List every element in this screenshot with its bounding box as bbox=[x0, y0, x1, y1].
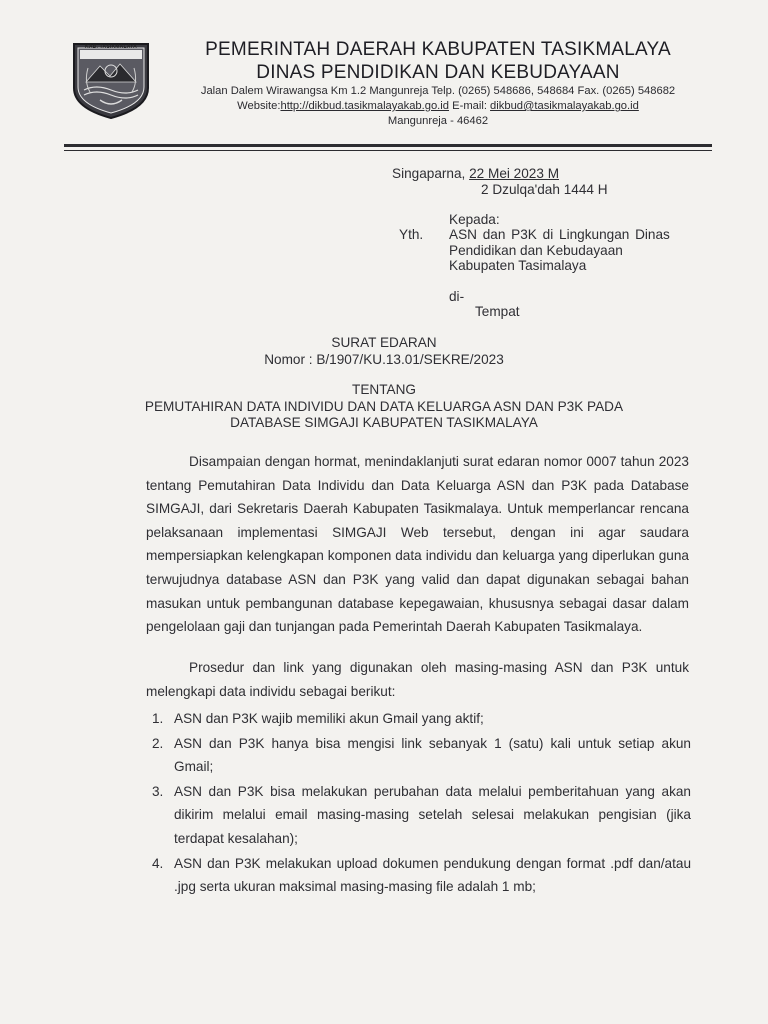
subject-line1: PEMUTAHIRAN DATA INDIVIDU DAN DATA KELUARGA ASN DAN P3K PADA bbox=[144, 399, 624, 414]
recipient-di: di- bbox=[449, 289, 465, 304]
recipient-tempat: Tempat bbox=[475, 304, 520, 319]
body-paragraph-1: Disampaian dengan hormat, menindaklanjuti surat edaran nomor 0007 tahun 2023 tentang Pemutahiran Data Individu dan Data Keluarga ASN dan P3K pada Database SIMGAJI, dari Sekretaris Daerah Kabupaten Tasikmalaya. Untuk memperlancar rencana pelaksanaan implementasi SIMGAJI Web tersebut, dengan ini agar saudara mempersiapkan kelengkapan komponen data individu dan keluarga yang diperlukan guna terwujudnya database ASN dan P3K yang valid dan dapat digunakan sebagai bahan masukan untuk pembangunan database kepegawaian, khususnya sebagai dasar dalam pengelolaan gaji dan tunjangan pada Pemerintah Daerah Kabupaten Tasikmalaya. bbox=[146, 454, 689, 635]
list-item bbox=[146, 780, 691, 851]
list-number: 2. bbox=[152, 735, 164, 751]
email-label: E-mail: bbox=[452, 100, 487, 112]
government-name: PEMERINTAH DAERAH KABUPATEN TASIKMALAYA bbox=[205, 39, 671, 60]
letter-date bbox=[392, 166, 559, 182]
website-link[interactable]: http://dikbud.tasikmalayakab.go.id bbox=[280, 100, 450, 112]
recipient-line3: Kabupaten Tasimalaya bbox=[449, 258, 587, 273]
list-number: 1. bbox=[152, 711, 164, 726]
emblem-label: KAB. TASIKMALAYA bbox=[85, 44, 137, 50]
procedure-list bbox=[146, 707, 691, 900]
regency-emblem-icon bbox=[66, 38, 156, 120]
list-text: ASN dan P3K melakukan upload dokumen pendukung dengan format .pdf dan/atau .jpg serta ukuran maksimal masing-masing file adalah 1 mb; bbox=[174, 855, 691, 895]
body-paragraph-2: Prosedur dan link yang digunakan oleh masing-masing ASN dan P3K untuk melengkapi data individu sebagai berikut: bbox=[146, 660, 689, 699]
subject-line2: DATABASE SIMGAJI KABUPATEN TASIKMALAYA bbox=[230, 415, 538, 430]
list-item bbox=[146, 852, 691, 899]
letter-number: Nomor : B/1907/KU.13.01/SEKRE/2023 bbox=[264, 352, 504, 367]
letterhead-divider-thin bbox=[64, 150, 712, 151]
subject-label: TENTANG bbox=[352, 382, 416, 397]
recipient-line2: Pendidikan dan Kebudayaan bbox=[449, 243, 623, 258]
office-name: DINAS PENDIDIKAN DAN KEBUDAYAAN bbox=[256, 62, 620, 83]
website-label: Website: bbox=[237, 100, 281, 112]
contact-line bbox=[160, 99, 716, 114]
recipient-yth: Yth. bbox=[399, 227, 424, 242]
letter-heading: SURAT EDARAN bbox=[331, 335, 437, 350]
list-item bbox=[146, 707, 691, 731]
email-link[interactable]: dikbud@tasikmalayakab.go.id bbox=[490, 100, 639, 112]
recipient-kepada: Kepada: bbox=[449, 212, 500, 227]
list-number: 4. bbox=[152, 855, 164, 871]
letterhead bbox=[160, 38, 716, 129]
list-text: ASN dan P3K bisa melakukan perubahan data melalui pemberitahuan yang akan dikirim melalui email masing-masing setelah selesai melakukan pengisian (jika terdapat kesalahan); bbox=[174, 783, 691, 846]
list-text: ASN dan P3K wajib memiliki akun Gmail yang aktif; bbox=[174, 711, 484, 726]
office-address: Jalan Dalem Wirawangsa Km 1.2 Mangunreja Telp. (0265) 548686, 548684 Fax. (0265) 548682 bbox=[200, 85, 676, 97]
letterhead-divider-thick bbox=[64, 144, 712, 147]
list-text: ASN dan P3K hanya bisa mengisi link sebanyak 1 (satu) kali untuk setiap akun Gmail; bbox=[174, 735, 691, 775]
city-postal: Mangunreja - 46462 bbox=[387, 115, 489, 127]
recipient-line1: ASN dan P3K di Lingkungan Dinas bbox=[449, 227, 670, 242]
date-hijri: 2 Dzulqa'dah 1444 H bbox=[481, 182, 608, 197]
list-item bbox=[146, 732, 691, 779]
date-masehi: 22 Mei 2023 M bbox=[469, 166, 560, 181]
date-place: Singaparna, bbox=[392, 166, 466, 181]
list-number: 3. bbox=[152, 783, 164, 799]
